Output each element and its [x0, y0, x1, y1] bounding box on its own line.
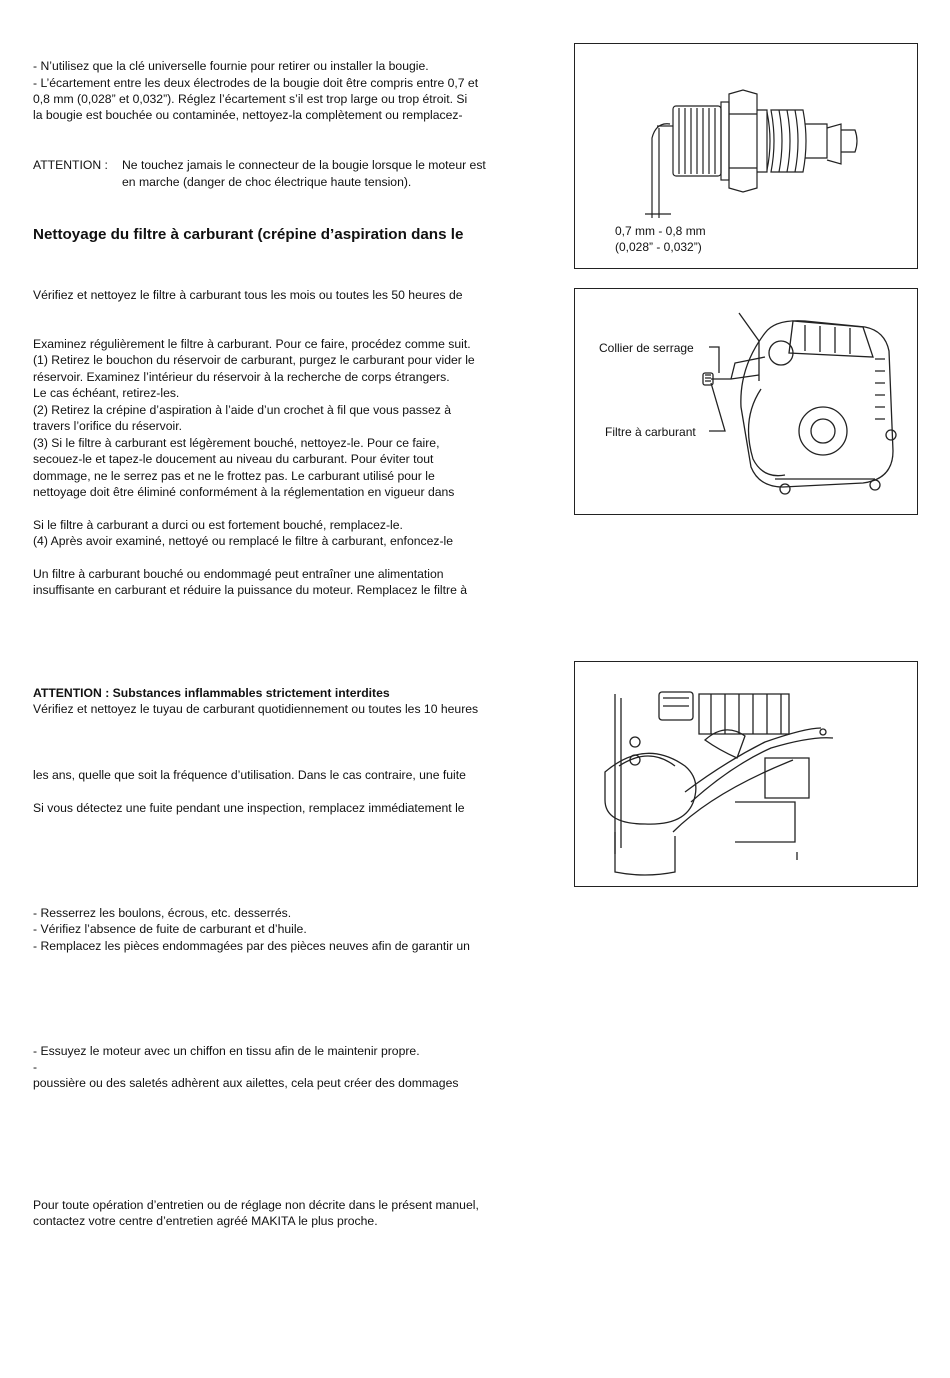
spark-plug-bullet-2-cont: 0,8 mm (0,028” et 0,032”). Réglez l’écartement s’il est trop large ou trop étroit. Si: [33, 92, 468, 106]
fuel-pipe-illustration: [575, 662, 917, 886]
fuel-pipe-attention: ATTENTION : Substances inflammables strictement interdites: [33, 686, 390, 700]
spark-plug-bullet-2: - L’écartement entre les deux électrodes de la bougie doit être compris entre 0,7 et: [33, 76, 479, 90]
cleaning-bullet: -: [33, 1060, 38, 1074]
fuel-filter-step: (2) Retirez la crépine d’aspiration à l’aide d’un crochet à fil que vous passez à: [33, 403, 451, 417]
spark-plug-attention-line2: en marche (danger de choc électrique haute tension).: [122, 175, 412, 189]
fuel-filter-step: travers l’orifice du réservoir.: [33, 419, 183, 433]
spark-plug-gap-in: (0,028” - 0,032”): [615, 240, 702, 254]
fuel-filter-warning-2: insuffisante en carburant et réduire la puissance du moteur. Remplacez le filtre à: [33, 583, 468, 597]
engine-fuel-filter-illustration: [575, 289, 917, 514]
spark-plug-bullet-2-cont2: la bougie est bouchée ou contaminée, nettoyez-la complètement ou remplacez-: [33, 108, 463, 122]
cleaning-bullet: - Essuyez le moteur avec un chiffon en tissu afin de le maintenir propre.: [33, 1044, 420, 1058]
fuel-filter-step: nettoyage doit être éliminé conformément à la réglementation en vigueur dans: [33, 485, 455, 499]
spark-plug-bullet-1: - N’utilisez que la clé universelle fournie pour retirer ou installer la bougie.: [33, 59, 429, 73]
spark-plug-figure: [574, 43, 918, 269]
bolts-bullet: - Vérifiez l’absence de fuite de carburant et d’huile.: [33, 922, 307, 936]
fuel-filter-step: secouez-le et tapez-le doucement au niveau du carburant. Pour éviter tout: [33, 452, 434, 466]
fuel-pipe-figure: [574, 661, 918, 887]
fuel-pipe-line2: les ans, quelle que soit la fréquence d’utilisation. Dans le cas contraire, une fuite: [33, 768, 466, 782]
footer-line1: Pour toute opération d’entretien ou de réglage non décrite dans le présent manuel,: [33, 1198, 479, 1212]
fuel-filter-step: dommage, ne le serrez pas et ne le frottez pas. Le carburant utilisé pour le: [33, 469, 435, 483]
cleaning-bullet: poussière ou des saletés adhèrent aux ailettes, cela peut créer des dommages: [33, 1076, 459, 1090]
fuel-filter-step: (3) Si le filtre à carburant est légèrement bouché, nettoyez-le. Pour ce faire,: [33, 436, 440, 450]
fuel-filter-step: (4) Après avoir examiné, nettoyé ou remplacé le filtre à carburant, enfoncez-le: [33, 534, 454, 548]
spark-plug-attention-line1: Ne touchez jamais le connecteur de la bougie lorsque le moteur est: [122, 158, 486, 172]
fuel-filter-step: Le cas échéant, retirez-les.: [33, 386, 180, 400]
fuel-filter-label-filter: Filtre à carburant: [605, 425, 696, 439]
fuel-filter-warning-1: Un filtre à carburant bouché ou endommagé peut entraîner une alimentation: [33, 567, 444, 581]
fuel-filter-step: Si le filtre à carburant a durci ou est fortement bouché, remplacez-le.: [33, 518, 403, 532]
fuel-filter-heading: Nettoyage du filtre à carburant (crépine d’aspiration dans le: [33, 226, 464, 243]
bolts-bullet: - Resserrez les boulons, écrous, etc. desserrés.: [33, 906, 292, 920]
spark-plug-gap-mm: 0,7 mm - 0,8 mm: [615, 224, 706, 238]
fuel-filter-check-line: Vérifiez et nettoyez le filtre à carburant tous les mois ou toutes les 50 heures de: [33, 288, 463, 302]
fuel-filter-intro: Examinez régulièrement le filtre à carburant. Pour ce faire, procédez comme suit.: [33, 337, 471, 351]
fuel-filter-figure: [574, 288, 918, 515]
fuel-pipe-line1: Vérifiez et nettoyez le tuyau de carburant quotidiennement ou toutes les 10 heures: [33, 702, 479, 716]
fuel-pipe-line3: Si vous détectez une fuite pendant une inspection, remplacez immédiatement le: [33, 801, 465, 815]
fuel-filter-label-clamp: Collier de serrage: [599, 341, 694, 355]
footer-line2: contactez votre centre d’entretien agréé MAKITA le plus proche.: [33, 1214, 378, 1228]
bolts-bullet: - Remplacez les pièces endommagées par des pièces neuves afin de garantir un: [33, 939, 470, 953]
fuel-filter-step: réservoir. Examinez l’intérieur du réservoir à la recherche de corps étrangers.: [33, 370, 450, 384]
fuel-filter-step: (1) Retirez le bouchon du réservoir de carburant, purgez le carburant pour vider le: [33, 353, 475, 367]
spark-plug-attention-label: ATTENTION :: [33, 158, 108, 172]
